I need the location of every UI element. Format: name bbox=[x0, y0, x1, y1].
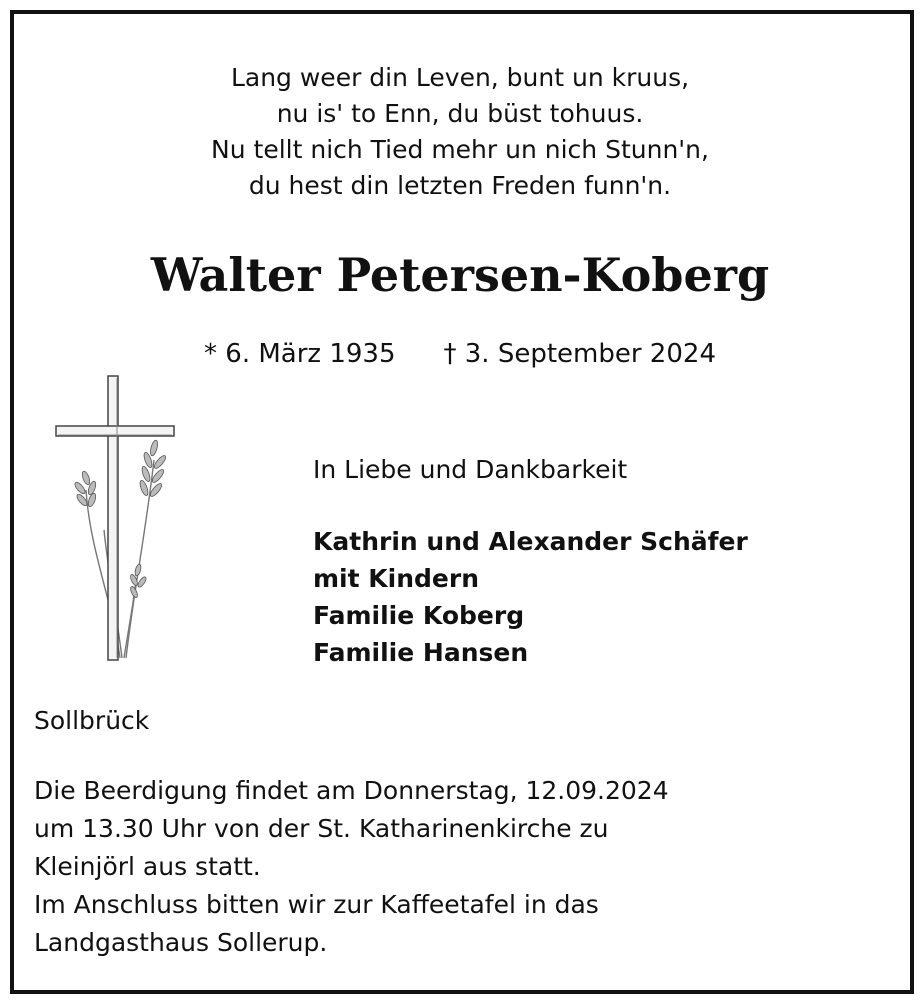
verse-line: Lang weer din Leven, bunt un kruus, bbox=[230, 63, 690, 92]
verse-line: du hest din letzten Freden funn'n. bbox=[248, 171, 672, 200]
birth-date: * 6. März 1935 bbox=[204, 339, 396, 369]
funeral-line: Im Anschluss bitten wir zur Kaffeetafel in das bbox=[34, 890, 599, 919]
family-line: Familie Hansen bbox=[313, 638, 529, 667]
verse-line: nu is' to Enn, du büst tohuus. bbox=[276, 99, 644, 128]
verse-line: Nu tellt nich Tied mehr un nich Stunn'n, bbox=[211, 135, 709, 164]
family-line: Familie Koberg bbox=[313, 601, 525, 630]
funeral-line: um 13.30 Uhr von der St. Katharinenkirche zu bbox=[34, 814, 609, 843]
deceased-name: Walter Petersen-Koberg bbox=[150, 248, 770, 302]
funeral-line: Die Beerdigung findet am Donnerstag, 12.09.2024 bbox=[34, 776, 669, 805]
family-list bbox=[313, 523, 748, 671]
thanks-line: In Liebe und Dankbarkeit bbox=[313, 455, 628, 484]
death-date: † 3. September 2024 bbox=[443, 339, 716, 369]
life-dates bbox=[0, 336, 920, 372]
verse bbox=[0, 60, 920, 204]
family-line: Kathrin und Alexander Schäfer bbox=[313, 527, 748, 556]
family-line: mit Kindern bbox=[313, 564, 479, 593]
funeral-line: Landgasthaus Sollerup. bbox=[34, 928, 328, 957]
funeral-info bbox=[34, 772, 669, 962]
place: Sollbrück bbox=[34, 706, 150, 735]
funeral-line: Kleinjörl aus statt. bbox=[34, 852, 261, 881]
cross-with-wheat-icon bbox=[50, 370, 185, 670]
